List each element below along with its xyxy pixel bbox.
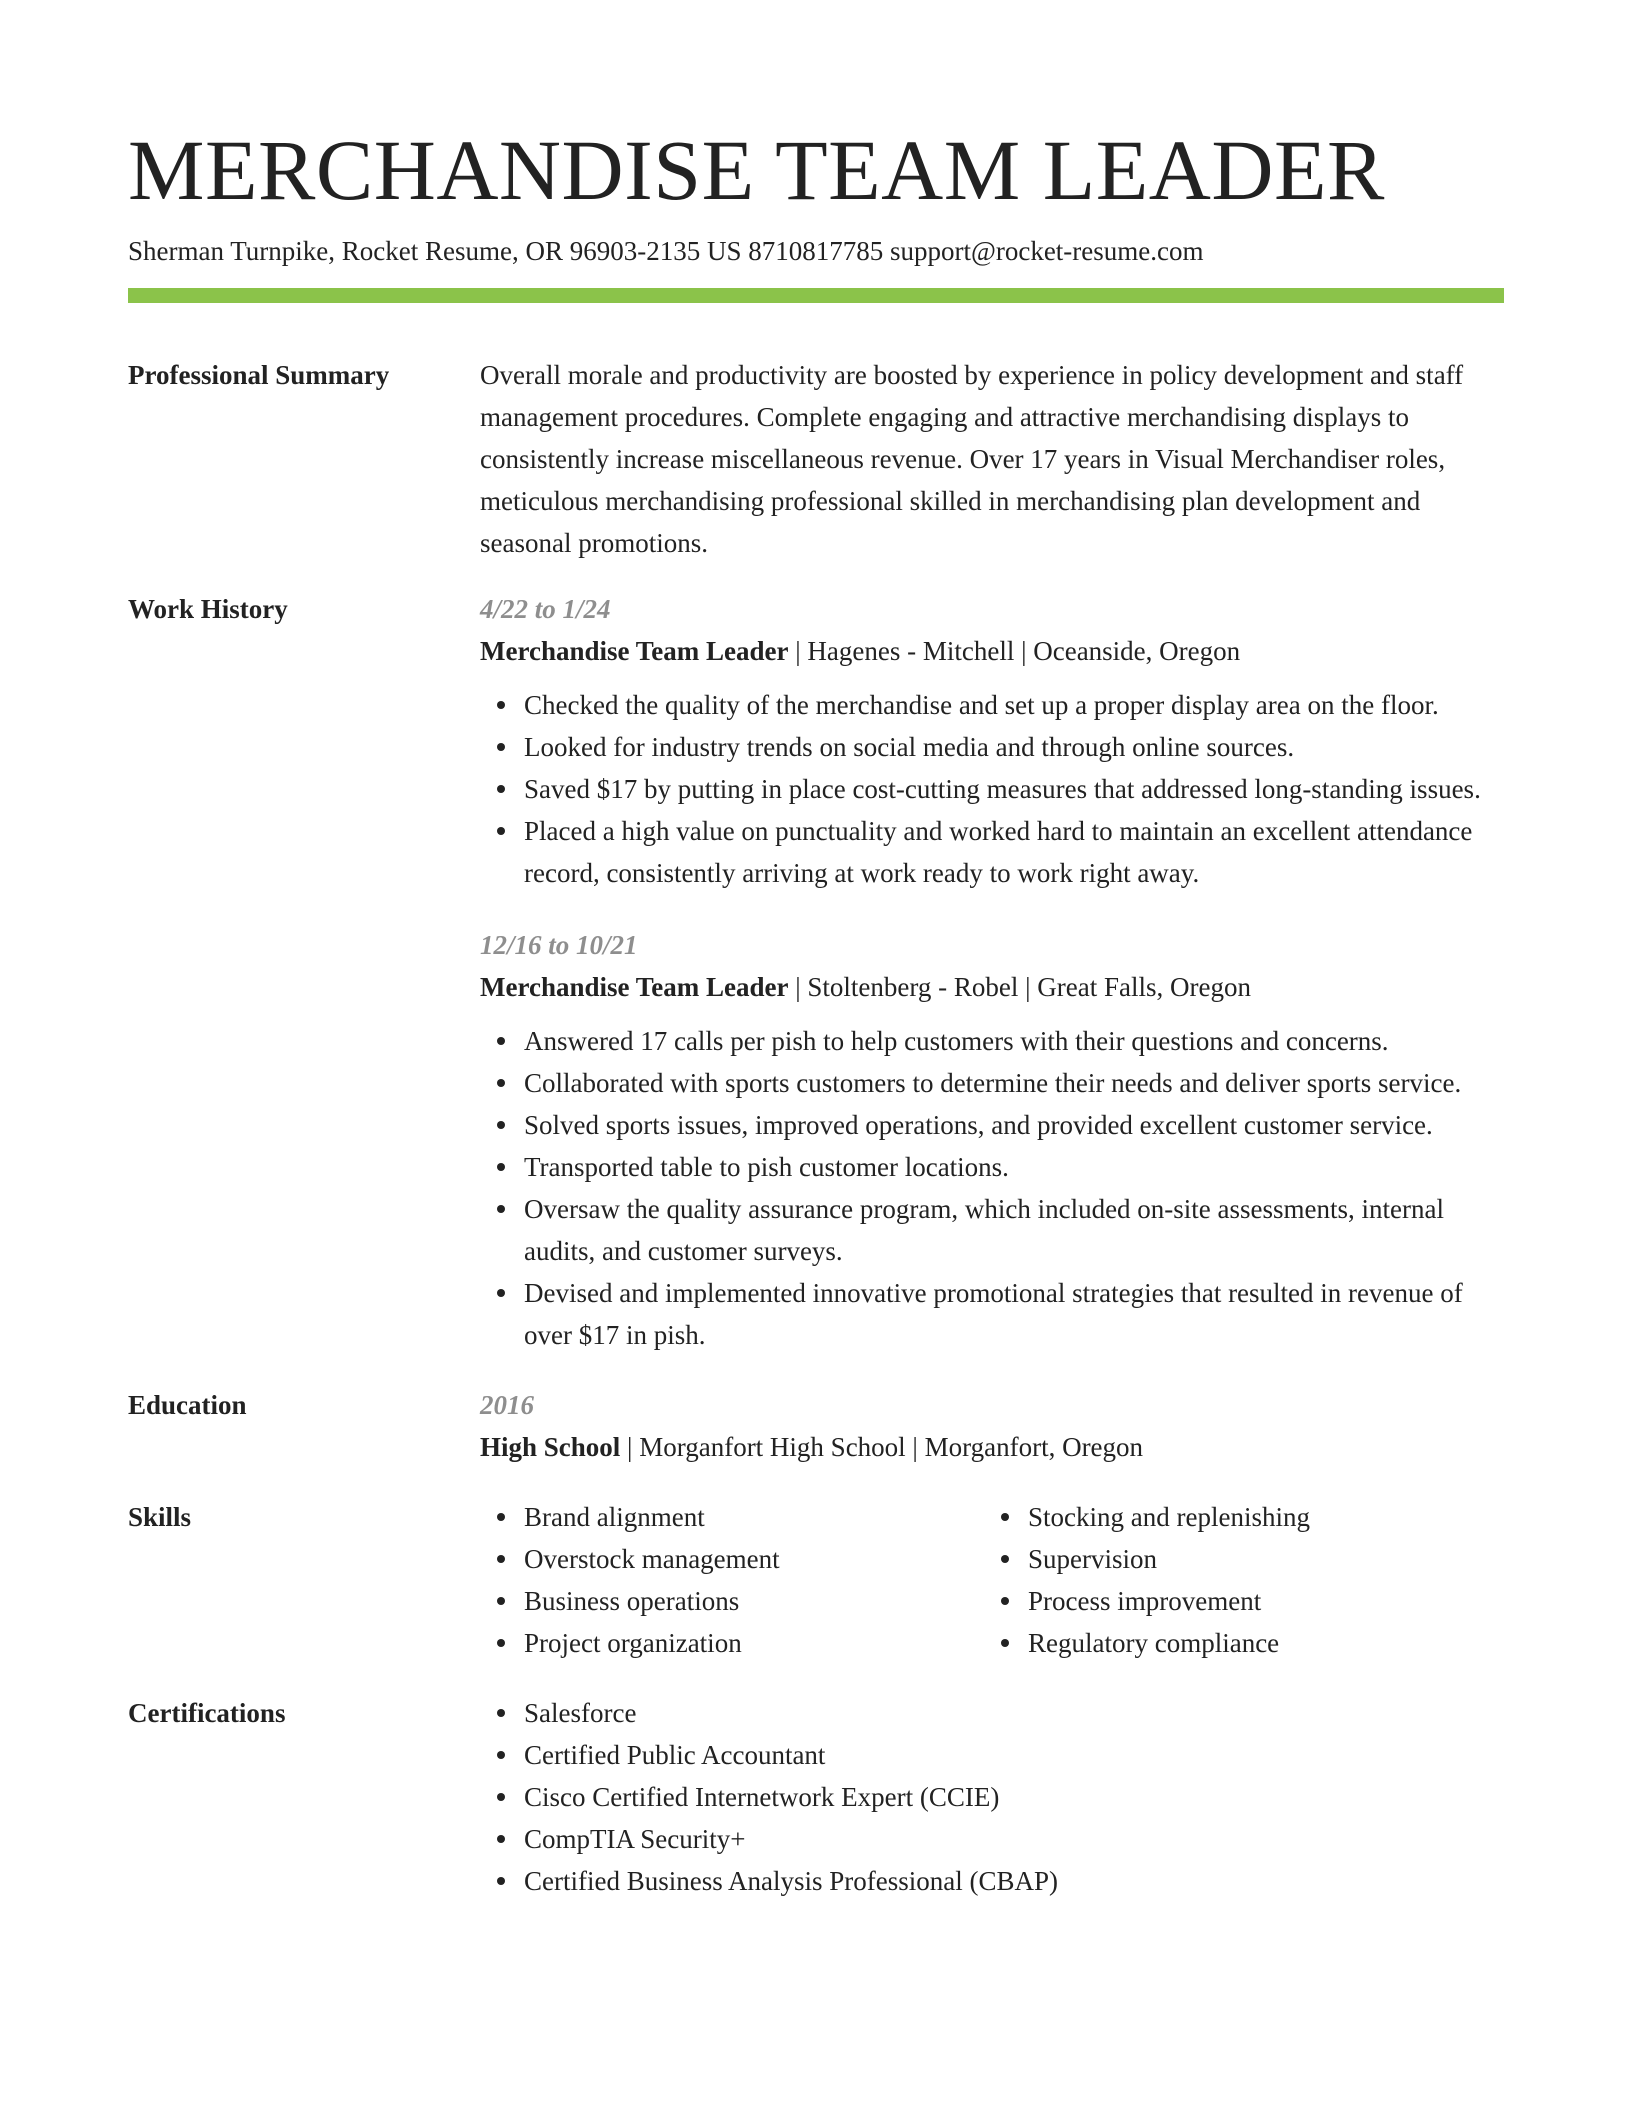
list-item: Collaborated with sports customers to determine their needs and deliver sports service.	[524, 1062, 1504, 1104]
list-item: Devised and implemented innovative promotional strategies that resulted in revenue of over $17 in pish.	[524, 1272, 1504, 1356]
job-entry	[480, 588, 1504, 894]
list-item: Placed a high value on punctuality and worked hard to maintain an excellent attendance record, consistently arriving at work ready to work right away.	[524, 810, 1504, 894]
work-history-label: Work History	[128, 594, 288, 624]
header-divider	[128, 288, 1504, 303]
list-item: Solved sports issues, improved operations, and provided excellent customer service.	[524, 1104, 1504, 1146]
list-item: Regulatory compliance	[1028, 1622, 1504, 1664]
list-item: Process improvement	[1028, 1580, 1504, 1622]
list-item: Project organization	[524, 1622, 984, 1664]
list-item: Cisco Certified Internetwork Expert (CCIE)	[524, 1776, 1504, 1818]
summary-label: Professional Summary	[128, 360, 390, 390]
list-item: Oversaw the quality assurance program, which included on-site assessments, internal audits, and customer surveys.	[524, 1188, 1504, 1272]
job-dates: 4/22 to 1/24	[480, 594, 611, 624]
summary-section	[128, 354, 1504, 564]
job-bullets	[480, 1020, 1504, 1356]
certifications-section	[128, 1692, 1504, 1902]
list-item: Salesforce	[524, 1692, 1504, 1734]
job-heading	[480, 630, 1504, 672]
job-details: | Stoltenberg - Robel | Great Falls, Oregon	[788, 972, 1251, 1002]
summary-text: Overall morale and productivity are boosted by experience in policy development and staff management procedures. Complete engaging and attractive merchandising displays to consistently increase miscellaneous revenue. Over 17 years in Visual Merchandiser roles, meticulous merchandising professional skilled in merchandising plan development and seasonal promotions.	[480, 360, 1464, 558]
job-entry	[480, 924, 1504, 1356]
skills-section	[128, 1496, 1504, 1664]
list-item: Looked for industry trends on social media and through online sources.	[524, 726, 1504, 768]
skills-list	[984, 1496, 1504, 1664]
job-bullets	[480, 684, 1504, 894]
skills-column-left	[480, 1496, 984, 1664]
education-section	[128, 1384, 1504, 1468]
education-label: Education	[128, 1390, 247, 1420]
list-item: Certified Business Analysis Professional (CBAP)	[524, 1860, 1504, 1902]
list-item: Business operations	[524, 1580, 984, 1622]
resume-title: MERCHANDISE TEAM LEADER	[128, 122, 1385, 218]
certifications-body	[480, 1692, 1504, 1902]
list-item: Certified Public Accountant	[524, 1734, 1504, 1776]
skills-label: Skills	[128, 1502, 192, 1532]
job-dates: 12/16 to 10/21	[480, 930, 638, 960]
education-year: 2016	[480, 1390, 534, 1420]
skills-column-right	[984, 1496, 1504, 1664]
education-body	[480, 1384, 1504, 1468]
education-details: | Morganfort High School | Morganfort, Oregon	[620, 1432, 1144, 1462]
education-degree: High School	[480, 1432, 621, 1462]
list-item: Answered 17 calls per pish to help customers with their questions and concerns.	[524, 1020, 1504, 1062]
list-item: Checked the quality of the merchandise and set up a proper display area on the floor.	[524, 684, 1504, 726]
job-heading	[480, 966, 1504, 1008]
list-item: Supervision	[1028, 1538, 1504, 1580]
job-details: | Hagenes - Mitchell | Oceanside, Oregon	[788, 636, 1241, 666]
job-title: Merchandise Team Leader	[480, 972, 789, 1002]
list-item: CompTIA Security+	[524, 1818, 1504, 1860]
skills-list	[480, 1496, 984, 1664]
list-item: Transported table to pish customer locations.	[524, 1146, 1504, 1188]
certifications-label: Certifications	[128, 1698, 286, 1728]
list-item: Stocking and replenishing	[1028, 1496, 1504, 1538]
skills-grid	[480, 1496, 1504, 1664]
education-heading	[480, 1426, 1504, 1468]
list-item: Saved $17 by putting in place cost-cutting measures that addressed long-standing issues.	[524, 768, 1504, 810]
list-item: Brand alignment	[524, 1496, 984, 1538]
work-history-body	[480, 588, 1504, 1356]
contact-info: Sherman Turnpike, Rocket Resume, OR 96903-2135 US 8710817785 support@rocket-resume.com	[128, 236, 1204, 266]
certifications-list	[480, 1692, 1504, 1902]
list-item: Overstock management	[524, 1538, 984, 1580]
job-title: Merchandise Team Leader	[480, 636, 789, 666]
work-history-section	[128, 588, 1504, 1356]
